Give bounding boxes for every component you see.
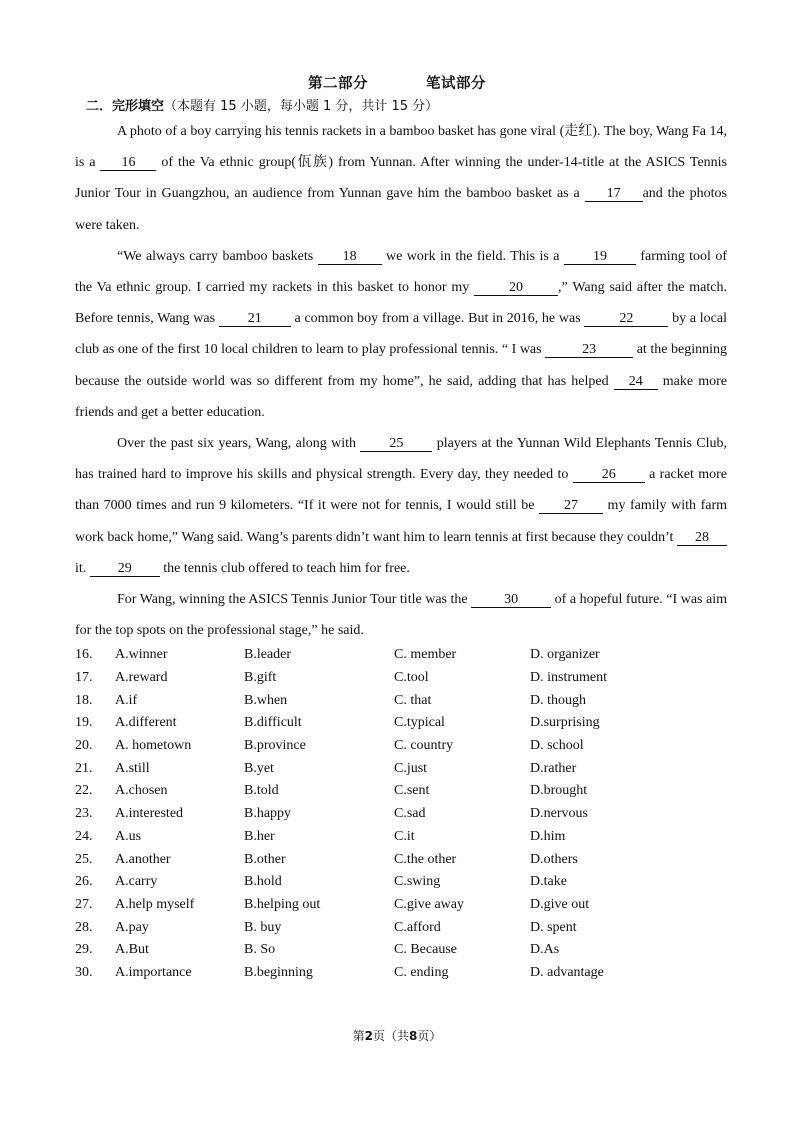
- option-b: B.gift: [244, 670, 277, 686]
- option-d: D.As: [530, 942, 560, 958]
- option-b: B. buy: [244, 919, 282, 935]
- option-a: A.winner: [115, 647, 168, 663]
- footer-text: 页（共: [372, 1029, 409, 1043]
- option-a: A.interested: [115, 806, 184, 822]
- option-a: A.reward: [115, 670, 168, 686]
- paragraph-3: [75, 428, 727, 584]
- subject-label: 笔试部分: [426, 76, 486, 92]
- option-c: C. member: [394, 647, 457, 663]
- option-d: D.nervous: [530, 806, 588, 822]
- blank-19: 19: [564, 249, 636, 265]
- option-b: B.her: [244, 828, 275, 844]
- part-title: [0, 72, 794, 93]
- option-c: C.afford: [394, 919, 441, 935]
- blank-22: 22: [584, 311, 668, 327]
- blank-29: 29: [90, 561, 160, 577]
- page-footer: [0, 1027, 794, 1044]
- passage-text: at the beginning because the outside world was so different from my home”, he said, adding that has helped: [75, 342, 727, 389]
- option-row: [75, 939, 735, 962]
- option-a: A.carry: [115, 874, 158, 890]
- question-number: 29.: [75, 942, 93, 958]
- blank-27: 27: [539, 498, 603, 514]
- blank-24: 24: [614, 374, 658, 390]
- passage-text: Over the past six years, Wang, along with: [117, 436, 361, 452]
- option-c: C.the other: [394, 851, 457, 867]
- option-row: [75, 644, 735, 667]
- option-row: [75, 689, 735, 712]
- blank-28: 28: [677, 530, 727, 546]
- option-a: A.chosen: [115, 783, 168, 799]
- option-d: D. advantage: [530, 964, 604, 980]
- option-row: [75, 712, 735, 735]
- option-c: C. Because: [394, 942, 457, 958]
- passage-text: “We always carry bamboo baskets: [117, 248, 318, 264]
- passage-text: A photo of a boy carrying his tennis rackets in a bamboo basket has gone viral (走红). The boy, Wang Fa 14, is a: [75, 124, 727, 171]
- blank-16: 16: [100, 155, 156, 171]
- option-c: C.sent: [394, 783, 430, 799]
- option-row: [75, 757, 735, 780]
- option-d: D.others: [530, 851, 578, 867]
- footer-text: 页）: [417, 1029, 442, 1043]
- option-a: A.still: [115, 760, 150, 776]
- blank-25: 25: [360, 436, 432, 452]
- option-row: [75, 894, 735, 917]
- passage-text: a common boy from a village. But in 2016, he was: [290, 311, 585, 327]
- passage-text: a racket more than 7000 times and run 9 kilometers. “If it were not for tennis, I would still be: [75, 467, 727, 514]
- option-row: [75, 803, 735, 826]
- passage-text: it.: [75, 560, 90, 576]
- option-d: D.surprising: [530, 715, 600, 731]
- option-b: B.yet: [244, 760, 274, 776]
- section-instruction: （本题有 15 小题，每小题 1 分，共计 15 分）: [164, 99, 439, 114]
- question-number: 30.: [75, 964, 93, 980]
- option-c: C.tool: [394, 670, 429, 686]
- option-b: B.beginning: [244, 964, 313, 980]
- option-d: D.brought: [530, 783, 588, 799]
- option-d: D. spent: [530, 919, 577, 935]
- blank-26: 26: [573, 467, 645, 483]
- option-d: D. school: [530, 738, 584, 754]
- option-b: B.leader: [244, 647, 292, 663]
- question-number: 17.: [75, 670, 93, 686]
- option-c: C. that: [394, 692, 432, 708]
- blank-30: 30: [471, 592, 551, 608]
- option-c: C.swing: [394, 874, 441, 890]
- option-a: A.help myself: [115, 896, 195, 912]
- question-number: 19.: [75, 715, 93, 731]
- option-c: C.sad: [394, 806, 426, 822]
- passage-text: of a hopeful future. “I was aim for the top spots on the professional stage,” he said.: [75, 592, 727, 639]
- option-b: B.when: [244, 692, 288, 708]
- option-c: C. country: [394, 738, 454, 754]
- paragraph-1: [75, 116, 727, 241]
- option-d: D. instrument: [530, 670, 607, 686]
- option-row: [75, 962, 735, 985]
- cloze-passage: [75, 116, 727, 646]
- option-a: A.us: [115, 828, 142, 844]
- option-row: [75, 780, 735, 803]
- part-label: 第二部分: [308, 76, 368, 92]
- option-b: B.other: [244, 851, 286, 867]
- passage-text: make more friends and get a better education.: [75, 373, 727, 420]
- blank-21: 21: [219, 311, 291, 327]
- blank-18: 18: [318, 249, 382, 265]
- question-number: 26.: [75, 874, 93, 890]
- option-row: [75, 826, 735, 849]
- option-a: A.pay: [115, 919, 149, 935]
- question-number: 24.: [75, 828, 93, 844]
- option-a: A.But: [115, 942, 149, 958]
- question-number: 25.: [75, 851, 93, 867]
- question-number: 18.: [75, 692, 93, 708]
- passage-text: players at the Yunnan Wild Elephants Tennis Club, has trained hard to improve his skills and physical strength. Every day, they needed to: [75, 436, 727, 483]
- option-d: D.him: [530, 828, 566, 844]
- option-d: D. organizer: [530, 647, 600, 663]
- question-number: 21.: [75, 760, 93, 776]
- option-d: D.rather: [530, 760, 577, 776]
- option-b: B.told: [244, 783, 279, 799]
- question-number: 27.: [75, 896, 93, 912]
- option-a: A.importance: [115, 964, 192, 980]
- page-number: 2: [364, 1029, 373, 1043]
- option-c: C.give away: [394, 896, 464, 912]
- blank-17: 17: [585, 186, 643, 202]
- passage-text: we work in the field. This is a: [381, 248, 564, 264]
- question-number: 23.: [75, 806, 93, 822]
- paragraph-2: [75, 241, 727, 428]
- option-b: B.province: [244, 738, 306, 754]
- option-a: A.if: [115, 692, 138, 708]
- option-a: A. hometown: [115, 738, 192, 754]
- option-d: D. though: [530, 692, 586, 708]
- option-a: A.another: [115, 851, 171, 867]
- passage-text: farming tool of the Va ethnic group. I carried my rackets in this basket to honor my: [75, 248, 728, 296]
- option-b: B.hold: [244, 874, 282, 890]
- option-c: C.typical: [394, 715, 445, 731]
- passage-text: of the Va ethnic group(佤族) from Yunnan. After winning the under-14-title at the ASICS Tennis Junior Tour in Guangzhou, an audience from Yunnan gave him the bamboo basket as a: [75, 155, 727, 202]
- paragraph-4: [75, 584, 727, 646]
- option-b: B. So: [244, 942, 276, 958]
- total-pages: 8: [409, 1029, 418, 1043]
- passage-text: my family with farm work back home,” Wang said. Wang’s parents didn’t want him to learn tennis at first because they couldn’t: [75, 498, 727, 545]
- option-a: A.different: [115, 715, 177, 731]
- option-d: D.take: [530, 874, 567, 890]
- option-row: [75, 848, 735, 871]
- footer-text: 第: [352, 1029, 365, 1043]
- option-b: B.difficult: [244, 715, 302, 731]
- option-row: [75, 871, 735, 894]
- option-c: C.just: [394, 760, 428, 776]
- question-number: 22.: [75, 783, 93, 799]
- section-heading: [86, 95, 438, 114]
- option-c: C. ending: [394, 964, 449, 980]
- question-number: 16.: [75, 647, 93, 663]
- question-number: 28.: [75, 919, 93, 935]
- passage-text: ,” Wang said after the match. Before tennis, Wang was: [75, 280, 727, 327]
- passage-text: and the photos were taken.: [75, 186, 727, 233]
- passage-text: the tennis club offered to teach him for free.: [159, 560, 410, 576]
- option-c: C.it: [394, 828, 415, 844]
- question-number: 20.: [75, 738, 93, 754]
- option-row: [75, 735, 735, 758]
- section-label: 二．完形填空: [86, 99, 165, 114]
- blank-20: 20: [474, 280, 558, 296]
- option-b: B.helping out: [244, 896, 321, 912]
- option-row: [75, 916, 735, 939]
- blank-23: 23: [545, 342, 633, 358]
- option-row: [75, 667, 735, 690]
- passage-text: For Wang, winning the ASICS Tennis Junior Tour title was the: [117, 592, 472, 608]
- answer-options: [75, 644, 735, 984]
- option-b: B.happy: [244, 806, 292, 822]
- passage-text: by a local club as one of the first 10 local children to learn to play professional tennis. “ I was: [75, 311, 728, 358]
- option-d: D.give out: [530, 896, 590, 912]
